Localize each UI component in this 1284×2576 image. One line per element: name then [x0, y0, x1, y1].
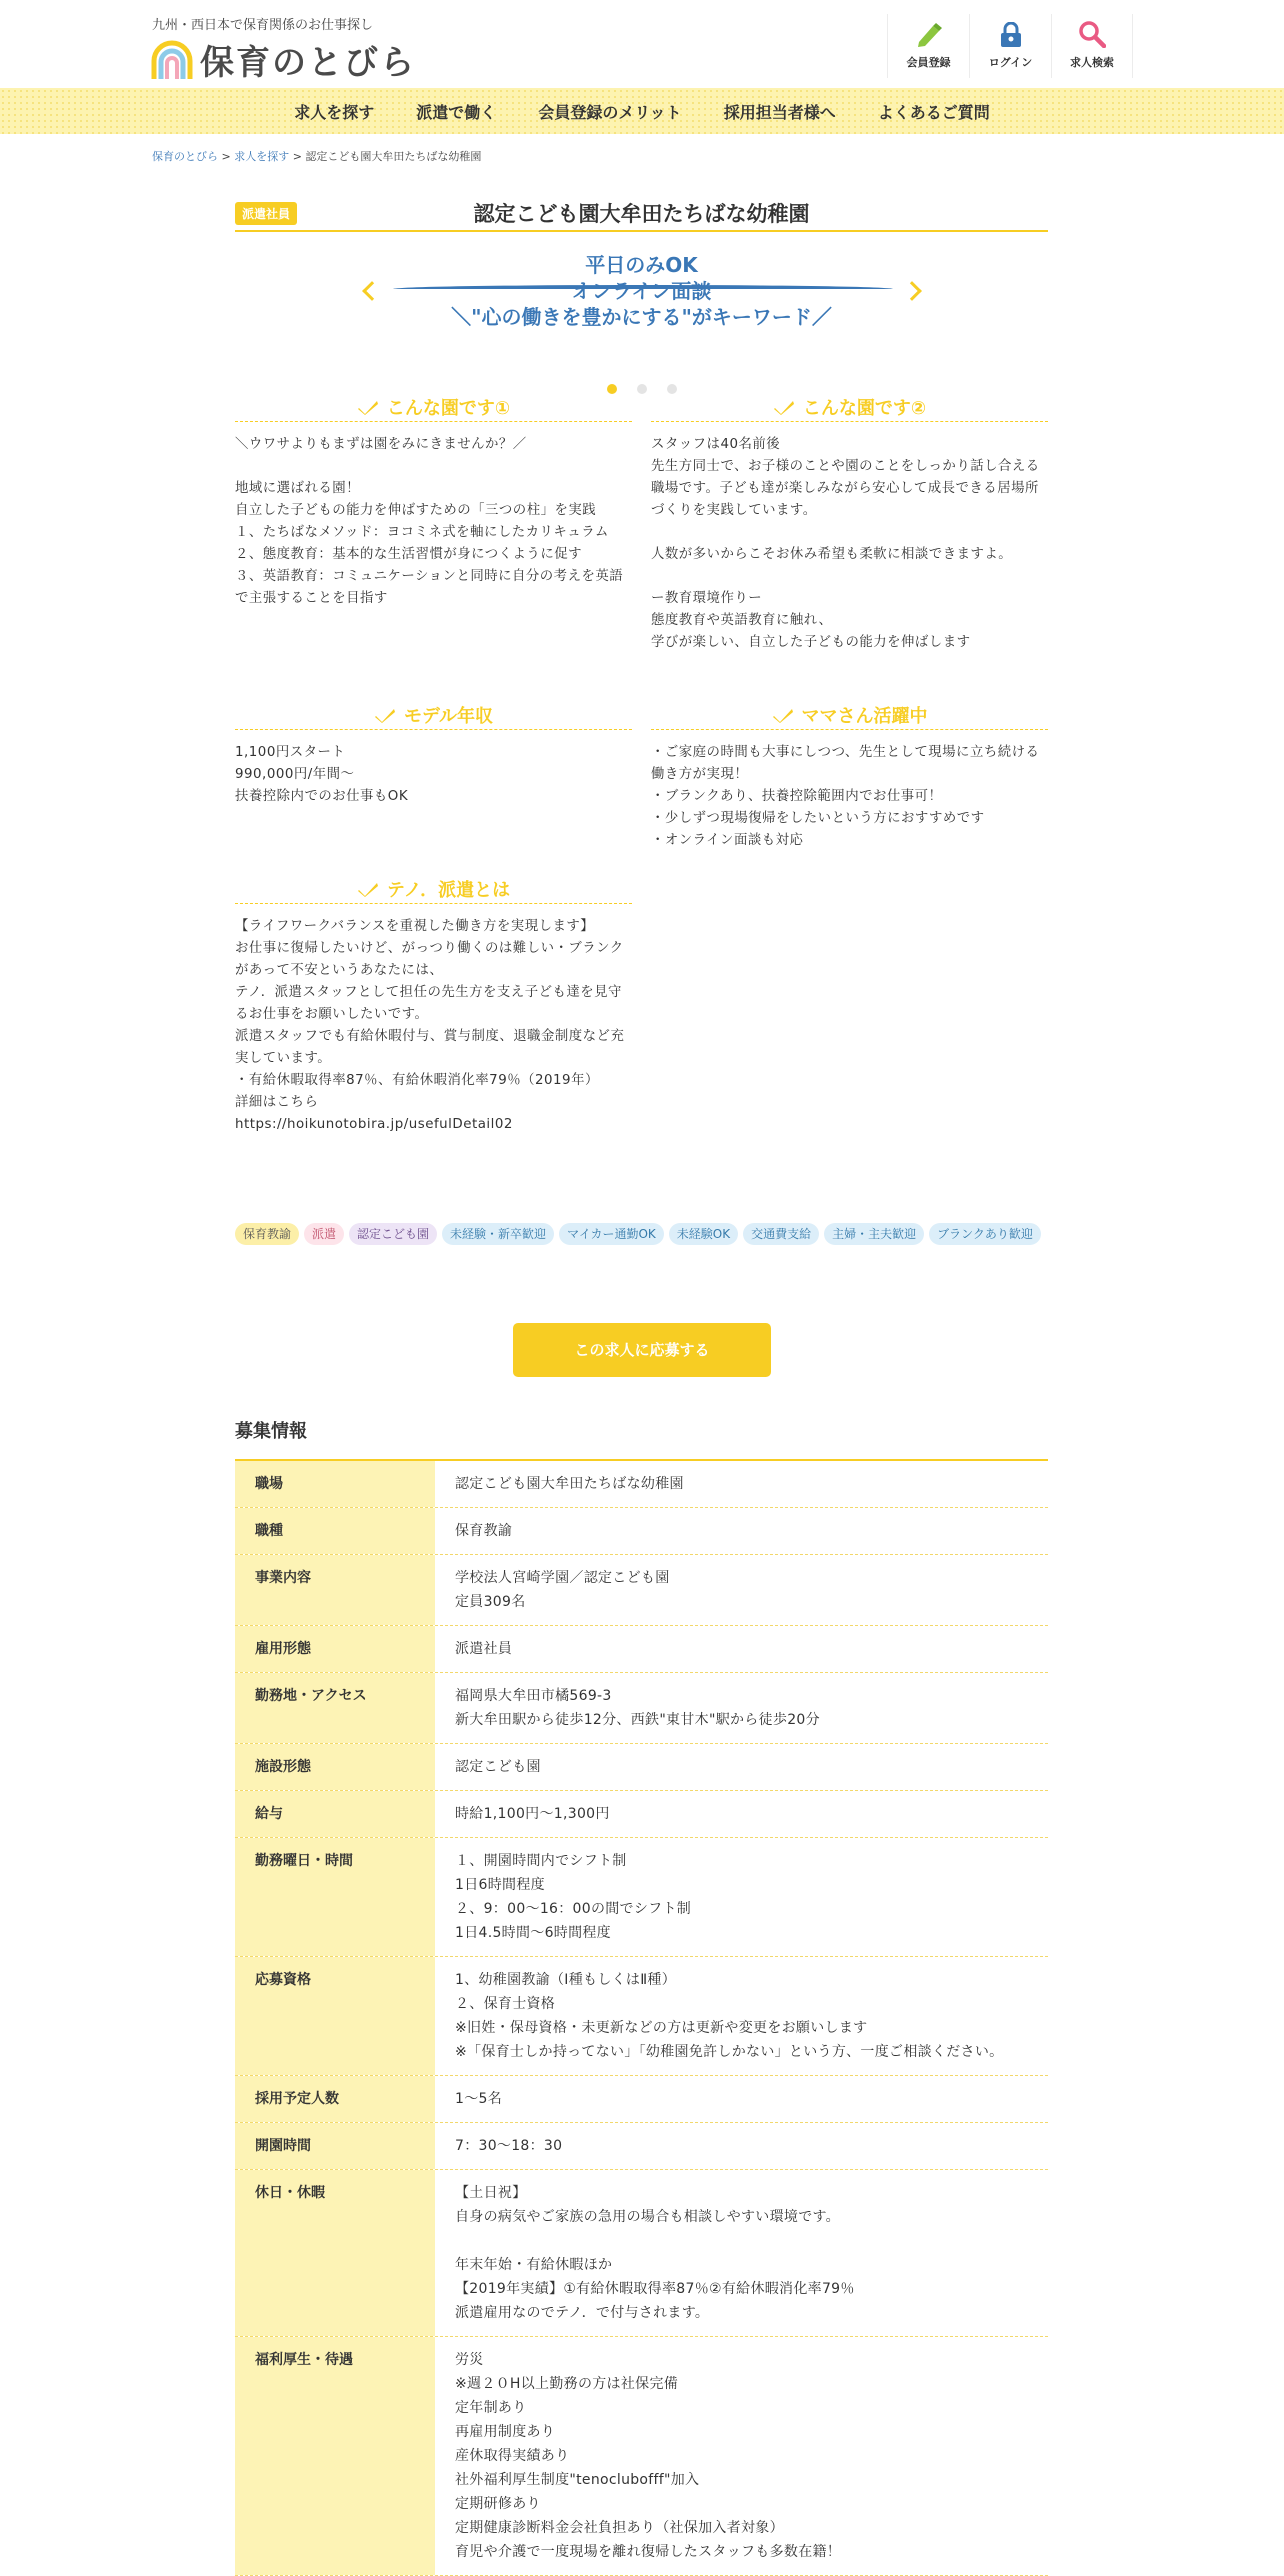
nav-for-employers[interactable]: 採用担当者様へ [723, 102, 836, 122]
feature-body: スタッフは40名前後 先生方同士で、お子様のことや園のことをしっかり話し合える職場です。子ども達が楽しみながら安心して成長できる居場所づくりを実践しています。 人数が多いからこそお休み希望も柔軟に相談できますよ。 ー教育環境作りー 態度教育や英語教育に触れ、 学びが楽しい、自立した子どもの能力を伸ばします [651, 437, 1040, 650]
table-row [235, 1461, 1048, 1508]
table-value: 1、幼稚園教諭（Ⅰ種もしくはⅡ種） ２、保育士資格 ※旧姓・保母資格・未更新などの方は更新や変更をお願いします ※「保育士しか持ってない」「幼稚園免許しかない」という方、一度ご相談ください。 [455, 1972, 1004, 2060]
breadcrumb-search[interactable]: 求人を探す [234, 150, 290, 163]
table-row [235, 1838, 1048, 1957]
breadcrumb-separator: > [218, 150, 235, 163]
table-value: 認定こども園 [455, 1759, 541, 1775]
job-title: 認定こども園大牟田たちばな幼稚園 [473, 202, 810, 226]
feature-heading-text: こんな園です① [386, 397, 511, 419]
site-tagline: 九州・西日本で保育関係のお仕事探し [152, 18, 374, 33]
feature-block [235, 700, 632, 808]
tag[interactable]: 認定こども園 [349, 1223, 437, 1245]
tag[interactable]: ブランクあり歓迎 [929, 1223, 1041, 1245]
table-value: 労災 ※週２０H以上勤務の方は社保完備 定年制あり 再雇用制度あり 産休取得実績あり 社外福利厚生制度"tenoclubofff"加入 定期研修あり 定期健康診断料金会社負担あり（社保加入者対象） 育児や介護で一度現場を離れ復帰したスタッフも多数在籍！ [455, 2352, 842, 2560]
table-label: 雇用形態 [235, 1626, 435, 1672]
register-label: 会員登録 [906, 56, 951, 69]
feature-body: 1,100円スタート 990,000円/年間～ 扶養控除内でのお仕事もOK [235, 745, 409, 804]
tag[interactable]: 交通費支給 [743, 1223, 819, 1245]
table-row [235, 1626, 1048, 1673]
feature-heading [651, 700, 1048, 730]
main-nav [0, 88, 1284, 134]
breadcrumb-current: 認定こども園大牟田たちばな幼稚園 [305, 150, 482, 163]
table-label: 職場 [235, 1461, 435, 1507]
lock-icon [998, 22, 1024, 48]
login-button[interactable] [969, 14, 1051, 78]
tag[interactable]: マイカー通勤OK [559, 1223, 664, 1245]
table-label: 応募資格 [235, 1957, 435, 2075]
table-value: 保育教諭 [455, 1523, 513, 1539]
table-label: 職種 [235, 1508, 435, 1554]
table-value: 7：30～18：30 [455, 2138, 563, 2154]
slide-line: オンライン面談 [571, 279, 712, 303]
table-value: 認定こども園大牟田たちばな幼稚園 [455, 1476, 684, 1492]
table-label: 休日・休暇 [235, 2170, 435, 2336]
table-row [235, 1957, 1048, 2076]
table-value: 【土日祝】 自身の病気やご家族の急用の場合も相談しやすい環境です。 年末年始・有給休暇ほか 【2019年実績】①有給休暇取得率87％②有給休暇消化率79％ 派遣雇用なのでテノ．で付与されます。 [455, 2185, 855, 2321]
check-icon [773, 399, 795, 415]
table-row [235, 1673, 1048, 1744]
job-tags [235, 1223, 1048, 1253]
feature-heading-text: ママさん活躍中 [801, 705, 928, 727]
login-label: ログイン [988, 56, 1033, 69]
apply-button[interactable]: この求人に応募する [513, 1323, 771, 1377]
slider-dot[interactable] [637, 384, 647, 394]
employment-type-badge: 派遣社員 [235, 202, 297, 225]
breadcrumb-separator: > [289, 150, 306, 163]
job-detail [235, 190, 1048, 2560]
table-label: 勤務地・アクセス [235, 1673, 435, 1743]
feature-block [235, 392, 632, 610]
slide-line: 平日のみOK [585, 253, 698, 277]
logo-text: 保育のとびら [200, 42, 416, 83]
table-value: 時給1,100円～1,300円 [455, 1806, 610, 1822]
site-logo[interactable] [150, 36, 416, 82]
slide-line: ＼"心の働きを豊かにする"がキーワード／ [451, 305, 832, 329]
tag[interactable]: 派遣 [304, 1223, 344, 1245]
check-icon [357, 881, 379, 897]
job-title-row [235, 190, 1048, 232]
table-label: 採用予定人数 [235, 2076, 435, 2122]
feature-body: 【ライフワークバランスを重視した働き方を実現します】 お仕事に復帰したいけど、がっつり働くのは難しい・ブランクがあって不安というあなたには、 テノ．派遣スタッフとして担任の先生方を支え子ども達を見守るお仕事をお願いしたいです。 派遣スタッフでも有給休暇付与、賞与制度、退職金制度など充実しています。 ・有給休暇取得率87％、有給休暇消化率79％（2019年） 詳細はこちら https://hoikunotobira.jp/usefulDetail02 [235, 919, 625, 1132]
feature-block [235, 874, 632, 1136]
feature-heading [235, 874, 632, 904]
table-row [235, 1744, 1048, 1791]
register-button[interactable] [887, 14, 969, 78]
feature-body: ＼ウワサよりもまずは園をみにきませんか？／ 地域に選ばれる園！ 自立した子どもの能力を伸ばすための「三つの柱」を実践 １、たちばなメソッド：ヨコミネ式を軸にしたカリキュラム ２、態度教育：基本的な生活習慣が身につくように促す ３、英語教育：コミュニケーションと同時に自分の考えを英語で主張することを目指す [235, 437, 624, 606]
table-value: 学校法人宮崎学園／認定こども園 定員309名 [455, 1570, 670, 1610]
job-search-label: 求人検索 [1070, 56, 1114, 69]
search-icon [1078, 20, 1106, 48]
table-label: 施設形態 [235, 1744, 435, 1790]
feature-heading-text: モデル年収 [403, 705, 494, 727]
tag[interactable]: 未経験・新卒歓迎 [442, 1223, 554, 1245]
table-label: 勤務曜日・時間 [235, 1838, 435, 1956]
feature-heading-text: テノ．派遣とは [386, 879, 511, 901]
feature-body: ・ご家庭の時間も大事にしつつ、先生として現場に立ち続ける働き方が実現！ ・ブランクあり、扶養控除範囲内でお仕事可！ ・少しずつ現場復帰をしたいという方におすすめです ・オンライン面談も対応 [651, 745, 1040, 848]
slide-underline [393, 285, 893, 293]
feature-heading [235, 392, 632, 422]
table-value: １、開園時間内でシフト制 1日6時間程度 ２、9：00～16：00の間でシフト制 1日4.5時間～6時間程度 [455, 1853, 692, 1941]
tag[interactable]: 主婦・主夫歓迎 [824, 1223, 924, 1245]
pencil-icon [915, 22, 943, 48]
table-row [235, 1508, 1048, 1555]
nav-find-jobs[interactable]: 求人を探す [294, 102, 375, 122]
feature-block [651, 700, 1048, 852]
table-label: 福利厚生・待遇 [235, 2337, 435, 2575]
table-row [235, 1555, 1048, 1626]
table-row [235, 2170, 1048, 2337]
nav-dispatch-work[interactable]: 派遣で働く [416, 102, 497, 122]
table-row [235, 2076, 1048, 2123]
check-icon [772, 707, 794, 723]
table-row [235, 2123, 1048, 2170]
tag[interactable]: 保育教諭 [235, 1223, 299, 1245]
table-label: 開園時間 [235, 2123, 435, 2169]
check-icon [374, 707, 396, 723]
table-label: 事業内容 [235, 1555, 435, 1625]
site-header [0, 0, 1284, 88]
table-value: 福岡県大牟田市橘569-3 新大牟田駅から徒歩12分、西鉄"東甘木"駅から徒歩20分 [455, 1688, 820, 1728]
nav-faq[interactable]: よくあるご質問 [877, 102, 990, 122]
job-search-button[interactable] [1051, 14, 1133, 78]
table-value: 派遣社員 [455, 1641, 513, 1657]
table-row [235, 2337, 1048, 2576]
breadcrumb [152, 148, 481, 164]
feature-heading [235, 700, 632, 730]
rainbow-logo-icon [150, 39, 194, 79]
table-row [235, 1791, 1048, 1838]
feature-heading [651, 392, 1048, 422]
check-icon [357, 399, 379, 415]
table-value: 1～5名 [455, 2091, 503, 2107]
feature-block [651, 392, 1048, 654]
breadcrumb-home[interactable]: 保育のとびら [152, 150, 218, 163]
recruit-table [235, 1459, 1048, 2576]
recruit-section-title: 募集情報 [235, 1421, 307, 1442]
tag[interactable]: 未経験OK [669, 1223, 738, 1245]
feature-heading-text: こんな園です② [802, 397, 927, 419]
table-label: 給与 [235, 1791, 435, 1837]
header-buttons [887, 14, 1133, 78]
nav-member-benefits[interactable]: 会員登録のメリット [538, 102, 682, 122]
